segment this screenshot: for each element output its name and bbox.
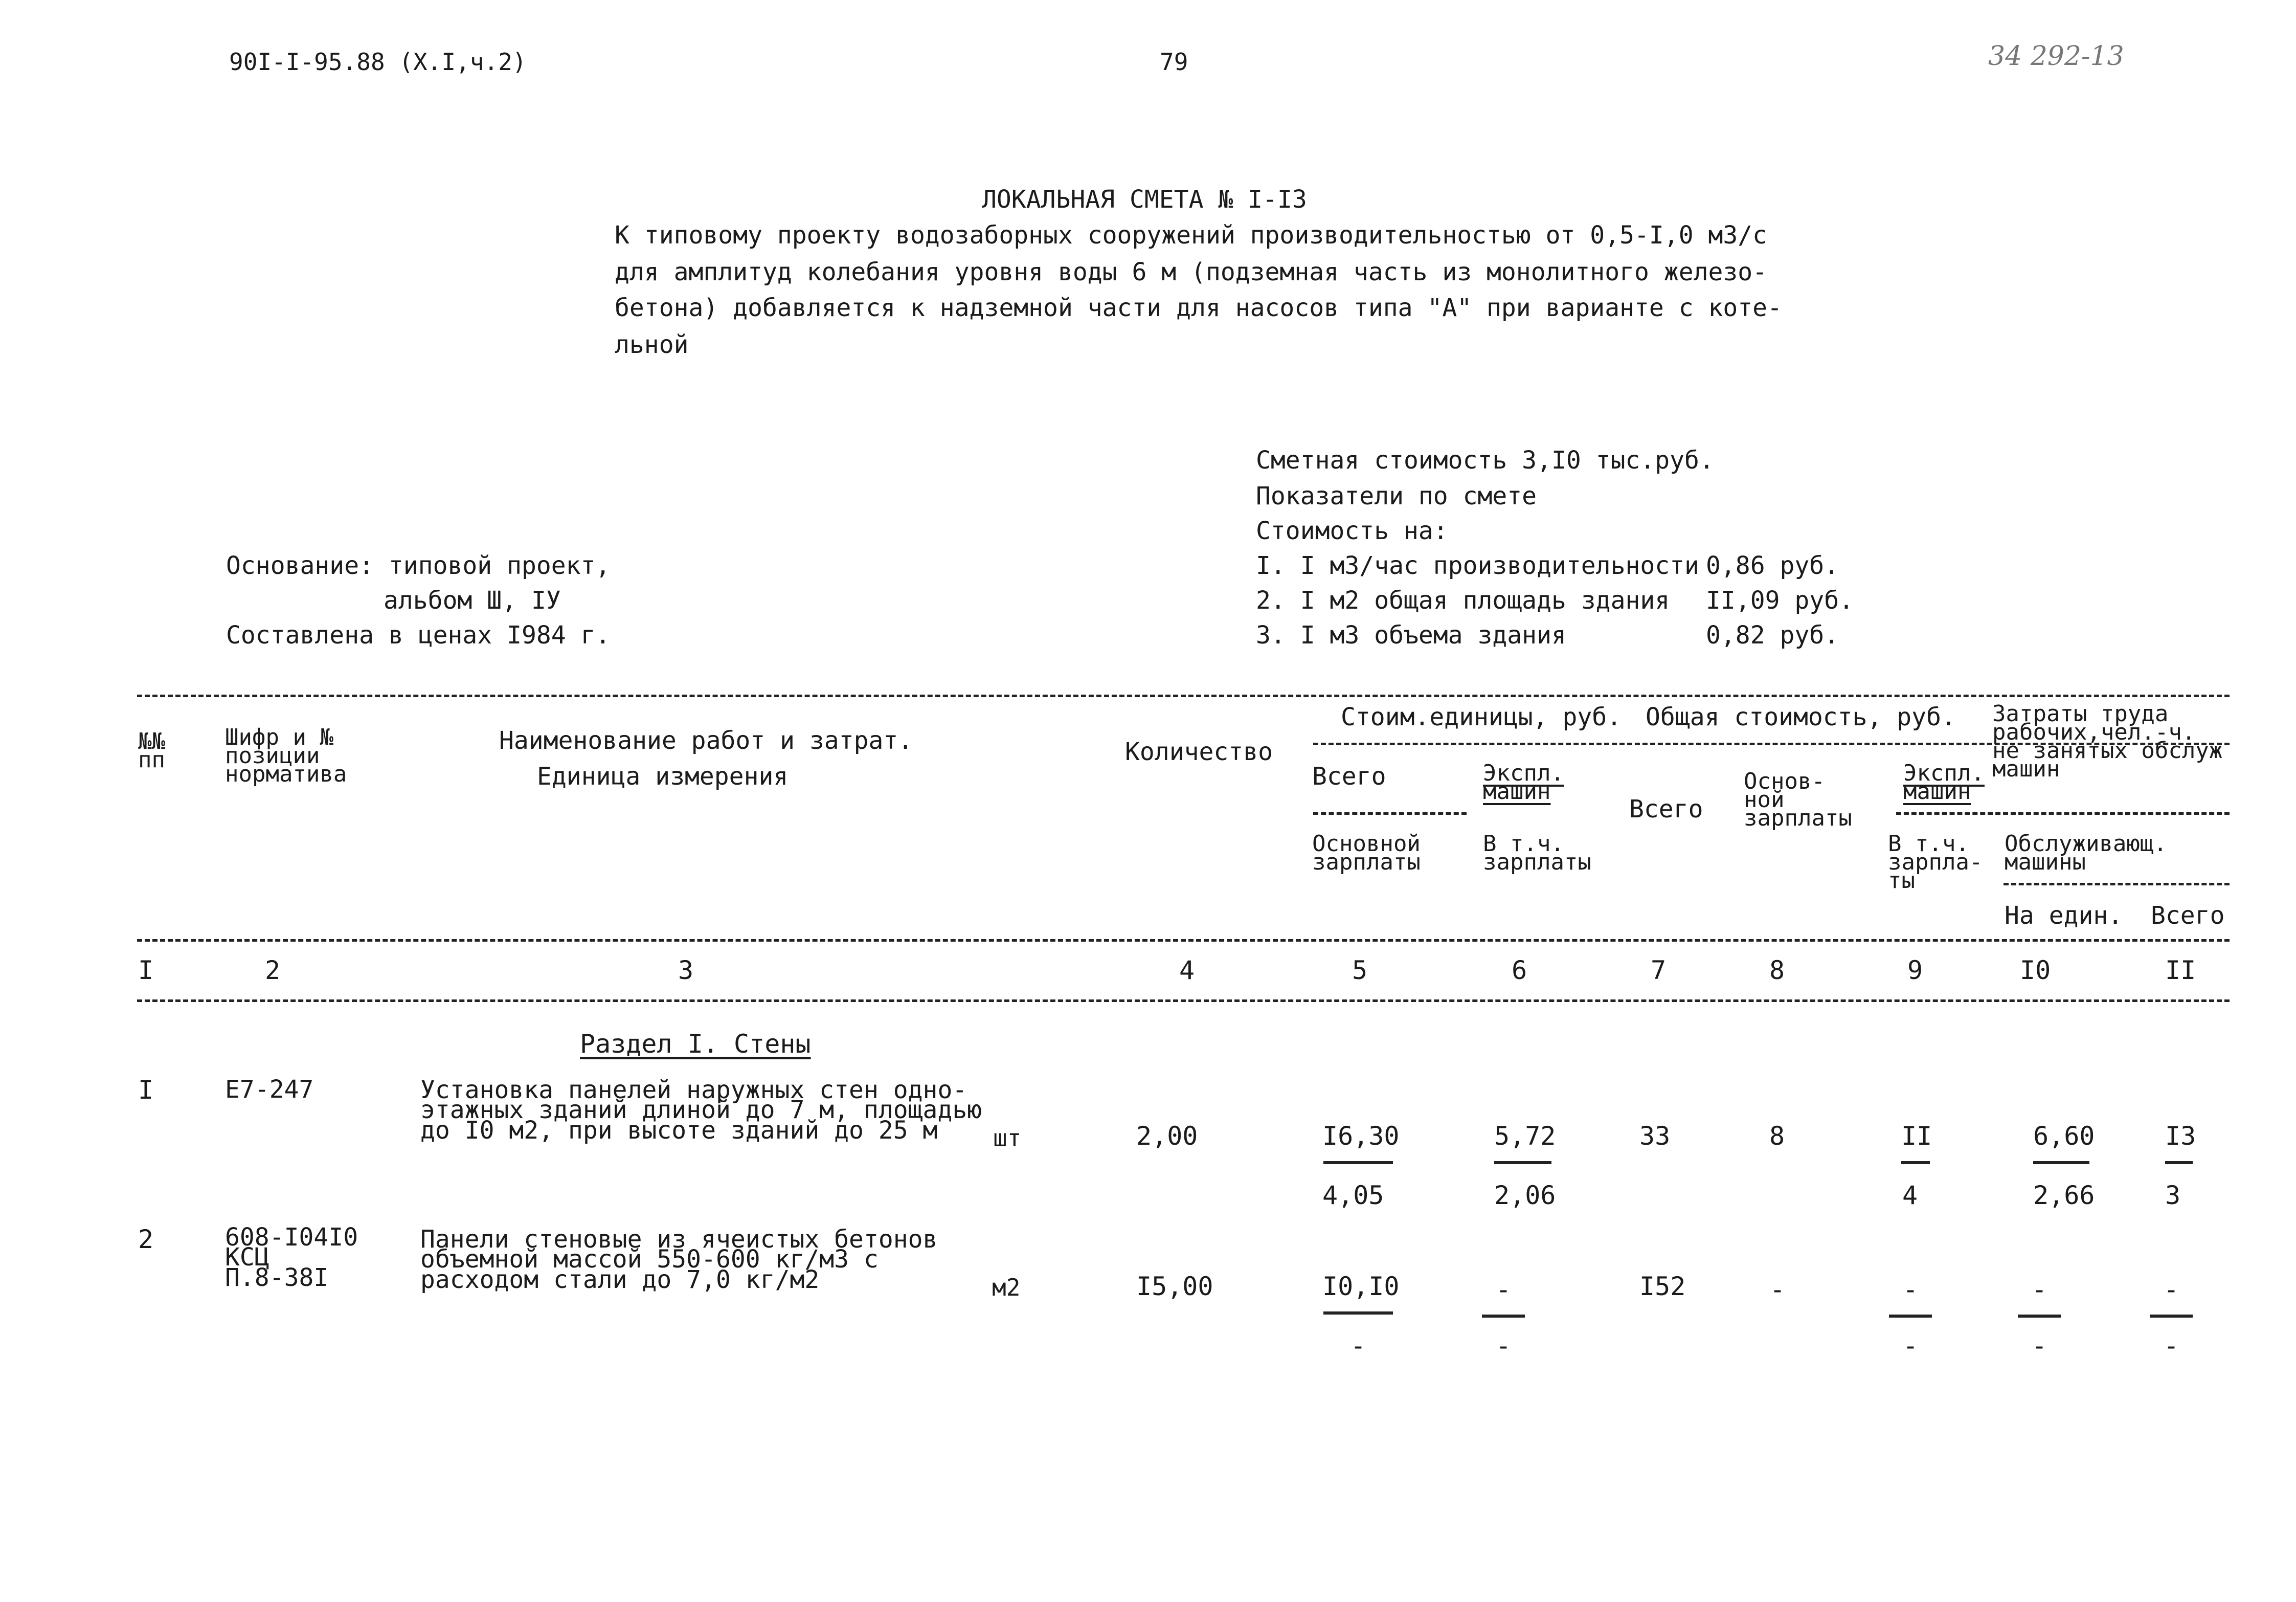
row-labor-total-service: -: [2163, 1331, 2179, 1361]
column-number-2: 2: [265, 955, 281, 985]
row-unit-machine-wages: -: [1495, 1331, 1512, 1361]
cost-on-label: Стоимость на:: [1256, 517, 1448, 545]
column-number-6: 6: [1512, 955, 1527, 985]
title-line-2: для амплитуд колебания уровня воды 6 м (подземная часть из монолитного железо-: [615, 258, 1768, 286]
title-line-4: льной: [615, 330, 689, 359]
row-unit-machines: 5,72: [1494, 1121, 1556, 1151]
fraction-bar: [2018, 1315, 2061, 1318]
header-rule-2a: [1313, 812, 1467, 815]
page-number: 79: [1160, 48, 1188, 76]
title-line-1: К типовому проекту водозаборных сооружений производительностью от 0,5-I,0 м3/с: [615, 221, 1768, 250]
row-quantity: I5,00: [1136, 1272, 1213, 1301]
column-number-11: II: [2165, 955, 2196, 985]
row-unit-machines: -: [1495, 1275, 1512, 1304]
basis-line-1: Основание: типовой проект,: [226, 551, 611, 580]
cost-item-3-label: 3. I м3 объема здания: [1256, 621, 1566, 650]
header-bottom-rule: [137, 939, 2230, 942]
estimated-cost: Сметная стоимость 3,I0 тыс.руб.: [1256, 446, 1714, 475]
header-col-3a: Наименование работ и затрат.: [499, 726, 913, 755]
row-total-machine-wages: 4: [1902, 1181, 1918, 1210]
header-col-8: Основ- ной зарплаты: [1744, 768, 1852, 832]
row-unit: шт: [993, 1124, 1022, 1152]
handwritten-stamp: 34 292-13: [1988, 41, 2124, 72]
row-total-wages: -: [1769, 1275, 1786, 1304]
row-unit-total: I6,30: [1322, 1121, 1400, 1151]
row-labor-per-unit-service: -: [2031, 1331, 2047, 1361]
fraction-bar: [2033, 1161, 2089, 1164]
header-col-4: Количество: [1125, 738, 1273, 766]
column-number-4: 4: [1179, 955, 1195, 985]
row-total-machines: -: [1902, 1275, 1919, 1304]
header-col-3b: Единица измерения: [537, 762, 789, 791]
row-unit-wages: 4,05: [1322, 1181, 1384, 1210]
header-col-2: Шифр и № позиции норматива: [225, 724, 347, 788]
row-number: 2: [138, 1225, 154, 1254]
row-name: Установка панелей наружных стен одно- этажных зданий длиной до 7 м, площадью до I0 м2, при высоте зданий до 25 м: [420, 1076, 982, 1145]
row-total: 33: [1639, 1121, 1671, 1151]
row-labor-total: -: [2163, 1275, 2179, 1304]
row-unit-total: I0,I0: [1322, 1272, 1400, 1301]
row-labor-per-unit-service: 2,66: [2033, 1181, 2095, 1210]
column-number-3: 3: [678, 955, 694, 985]
fraction-bar: [1323, 1161, 1393, 1164]
basis-line-3: Составлена в ценах I984 г.: [226, 621, 611, 650]
section-heading: Раздел I. Стены: [580, 1029, 811, 1059]
header-unit-cost: Стоим.единицы, руб.: [1341, 703, 1622, 731]
row-code: 608-I04I0 КСЦ П.8-38I: [225, 1223, 358, 1292]
table-top-rule: [137, 695, 2230, 697]
row-labor-per-unit: -: [2031, 1275, 2047, 1304]
header-rule-2b: [1896, 812, 2230, 815]
column-number-8: 8: [1769, 955, 1785, 985]
cost-item-1-value: 0,86 руб.: [1706, 551, 1839, 580]
row-name: Панели стеновые из ячеистых бетонов объемной массой 550-600 кг/м3 с расходом стали до 7,0 кг/м2: [420, 1225, 938, 1294]
fraction-bar: [1901, 1161, 1930, 1164]
fraction-bar: [2165, 1161, 2193, 1164]
row-labor-total-service: 3: [2165, 1181, 2181, 1210]
row-labor-total: I3: [2165, 1121, 2196, 1151]
cost-item-2-value: II,09 руб.: [1706, 586, 1854, 615]
row-labor-per-unit: 6,60: [2033, 1121, 2095, 1151]
row-code: Е7-247: [225, 1075, 314, 1104]
header-col-1: №№ пп: [138, 728, 165, 773]
indicators-label: Показатели по смете: [1256, 482, 1537, 510]
row-total-machine-wages: -: [1902, 1331, 1919, 1361]
row-total-wages: 8: [1769, 1121, 1785, 1151]
document-code: 90I-I-95.88 (X.I,ч.2): [229, 48, 527, 76]
header-total-cost: Общая стоимость, руб.: [1646, 703, 1956, 731]
numbers-bottom-rule: [137, 999, 2230, 1002]
header-col-6-top: Экспл. машин: [1483, 760, 1564, 805]
header-col-11: Всего: [2151, 901, 2225, 930]
row-unit: м2: [992, 1274, 1021, 1301]
header-col-7: Всего: [1629, 795, 1703, 824]
estimate-title: ЛОКАЛЬНАЯ СМЕТА № I-I3: [982, 185, 1307, 214]
row-unit-machine-wages: 2,06: [1494, 1181, 1556, 1210]
header-col-5-top: Всего: [1312, 762, 1386, 791]
header-labor: Затраты труда рабочих,чел.-ч. не занятых обслуж машин: [1992, 701, 2223, 783]
column-number-7: 7: [1651, 955, 1667, 985]
title-line-3: бетона) добавляется к надземной части для насосов типа "А" при варианте с коте-: [615, 294, 1782, 322]
basis-line-2: альбом Ш, IУ: [384, 586, 561, 615]
column-number-1: I: [138, 955, 154, 985]
row-quantity: 2,00: [1136, 1121, 1198, 1151]
header-col-6-bottom: В т.ч. зарплаты: [1483, 831, 1591, 876]
cost-item-2-label: 2. I м2 общая площадь здания: [1256, 586, 1670, 615]
fraction-bar: [2150, 1315, 2193, 1318]
column-number-5: 5: [1352, 955, 1368, 985]
row-total-machines: II: [1901, 1121, 1932, 1151]
header-col-10-11: Обслуживающ. машины: [2005, 831, 2167, 876]
column-number-10: I0: [2020, 955, 2051, 985]
cost-item-1-label: I. I м3/час производительности: [1256, 551, 1699, 580]
header-col-9-top: Экспл. машин: [1903, 760, 1985, 805]
row-unit-wages: -: [1350, 1331, 1366, 1361]
header-rule-3: [2004, 883, 2230, 885]
header-col-10: На един.: [2005, 901, 2123, 930]
row-number: I: [138, 1075, 154, 1105]
column-number-9: 9: [1907, 955, 1923, 985]
header-col-9-bottom: В т.ч. зарпла- ты: [1888, 831, 1983, 894]
header-col-5-bottom: Основной зарплаты: [1312, 831, 1421, 876]
fraction-bar: [1889, 1315, 1932, 1318]
fraction-bar: [1494, 1161, 1551, 1164]
fraction-bar: [1482, 1315, 1525, 1318]
cost-item-3-value: 0,82 руб.: [1706, 621, 1839, 650]
row-total: I52: [1639, 1272, 1686, 1301]
fraction-bar: [1323, 1311, 1393, 1315]
